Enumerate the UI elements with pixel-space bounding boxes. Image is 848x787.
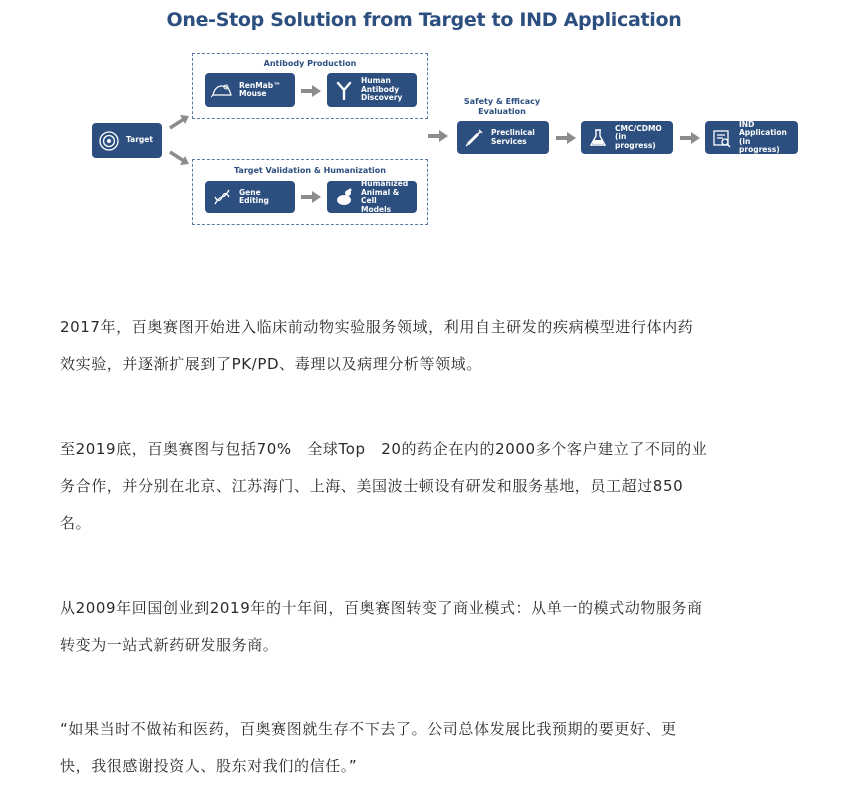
mouse-icon [211, 79, 233, 101]
diagram-title: One-Stop Solution from Target to IND Application [166, 9, 682, 31]
antibody-icon [333, 79, 355, 101]
ind-label: IND Application (in progress) [739, 119, 787, 154]
humanized-models-box [327, 181, 417, 213]
gene-editing-label: Gene Editing [239, 187, 269, 205]
paragraph-line: 效实验，并逐渐扩展到了PK/PD、毒理以及病理分析等领域。 [60, 355, 482, 373]
syringe-icon [463, 127, 485, 149]
paragraph-line: 快，我很感谢投资人、股东对我们的信任。” [60, 757, 358, 775]
preclinical-services-box [457, 121, 549, 154]
arrow-right-icon [301, 85, 321, 97]
cmc-cdmo-box [581, 121, 673, 154]
ind-application-box [705, 121, 798, 154]
paragraph [60, 309, 830, 383]
antibody-discovery-box [327, 73, 417, 107]
discovery-label: Human Antibody Discovery [361, 76, 403, 103]
gene-editing-box [205, 181, 295, 213]
document-icon [711, 127, 733, 149]
arrow-right-icon [428, 130, 448, 142]
target-validation-title: Target Validation & Humanization [234, 166, 386, 175]
paragraph [60, 590, 830, 664]
quote-paragraph [60, 711, 830, 785]
paragraph-line: 务合作，并分别在北京、江苏海门、上海、美国波士顿设有研发和服务基地，员工超过850 [60, 477, 684, 495]
paragraph-line: 转变为一站式新药研发服务商。 [60, 636, 279, 654]
arrow-right-icon [301, 191, 321, 203]
humanized-label: Humanized Animal & Cell Models [361, 179, 409, 214]
renmab-label: RenMab™ Mouse [239, 80, 281, 98]
safety-efficacy-title: Safety & Efficacy Evaluation [463, 97, 541, 116]
antibody-production-title: Antibody Production [263, 59, 357, 68]
renmab-mouse-box [205, 73, 295, 107]
preclinical-label: Preclinical Services [491, 128, 535, 146]
arrow-down-icon [168, 150, 190, 166]
animal-icon [333, 186, 355, 208]
arrow-right-icon [680, 132, 700, 144]
cmc-label: CMC/CDMO (in progress) [615, 123, 662, 150]
target-icon [98, 130, 120, 152]
dna-icon [211, 186, 233, 208]
paragraph-line: 至2019底，百奥赛图与包括70% 全球Top 20的药企在内的2000多个客户建立了不同的业 [60, 440, 708, 458]
paragraph-line: 名。 [60, 514, 92, 532]
arrow-up-icon [168, 114, 190, 130]
paragraph [60, 431, 830, 542]
paragraph-line: 2017年，百奥赛图开始进入临床前动物实验服务领域，利用自主研发的疾病模型进行体内药 [60, 318, 694, 336]
flask-icon [587, 127, 609, 149]
target-box [92, 123, 162, 158]
workflow-diagram [0, 0, 848, 250]
arrow-right-icon [556, 132, 576, 144]
paragraph-line: 从2009年回国创业到2019年的十年间，百奥赛图转变了商业模式：从单一的模式动物服务商 [60, 599, 703, 617]
paragraph-line: “如果当时不做祐和医药，百奥赛图就生存不下去了。公司总体发展比我预期的要更好、更 [60, 720, 677, 738]
target-label: Target [126, 135, 153, 145]
